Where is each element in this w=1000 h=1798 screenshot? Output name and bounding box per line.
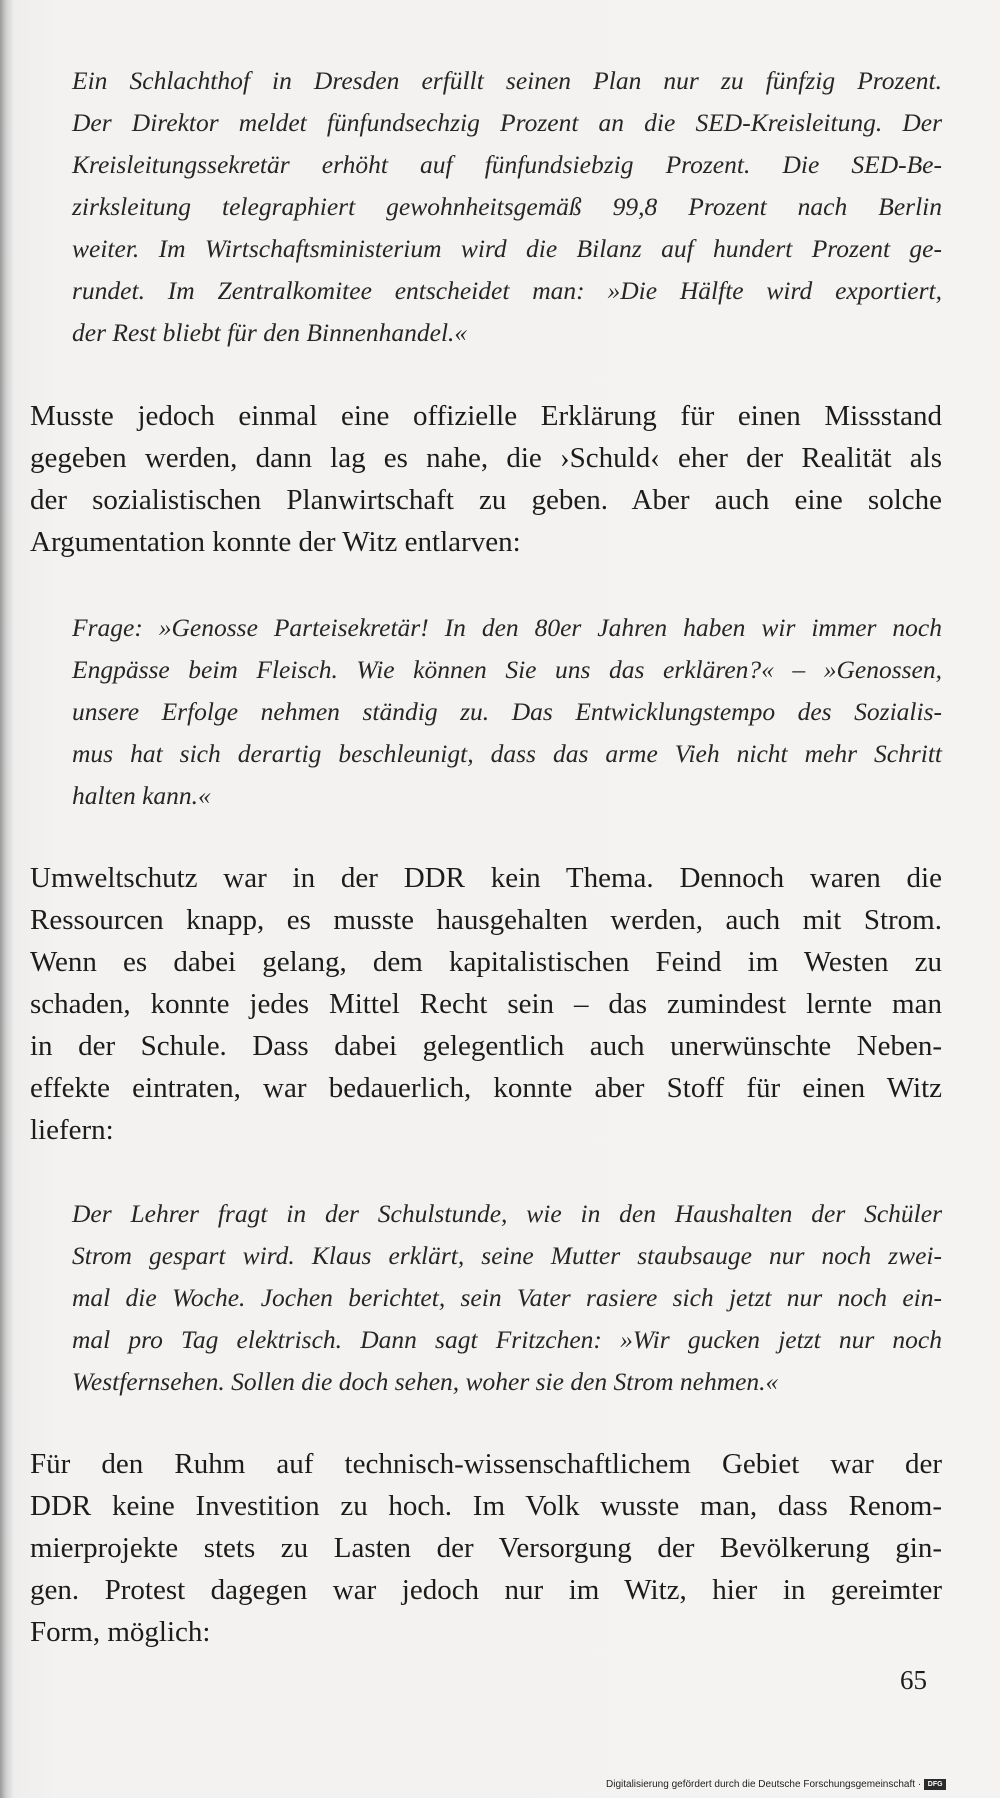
- text-line: Form, möglich:: [30, 1616, 211, 1648]
- text-line: mal pro Tag elektrisch. Dann sagt Fritzchen: »Wir gucken jetzt nur noch: [72, 1325, 942, 1354]
- text-line: der Rest bliebt für den Binnenhandel.«: [72, 318, 468, 347]
- text-line: weiter. Im Wirtschaftsministerium wird die Bilanz auf hundert Prozent ge-: [72, 234, 942, 263]
- text-line: halten kann.«: [72, 781, 211, 810]
- digitization-footer: [606, 1779, 946, 1790]
- text-line: Strom gespart wird. Klaus erklärt, seine Mutter staubsauge nur noch zwei-: [72, 1241, 942, 1270]
- footer-text: Digitalisierung gefördert durch die Deutsche Forschungsgemeinschaft ·: [606, 1779, 922, 1791]
- text-line: zirksleitung telegraphiert gewohnheitsgemäß 99,8 Prozent nach Berlin: [72, 192, 942, 221]
- text-line: Für den Ruhm auf technisch-wissenschaftlichem Gebiet war der: [30, 1448, 942, 1480]
- text-line: Der Lehrer fragt in der Schulstunde, wie in den Haushalten der Schüler: [72, 1199, 942, 1228]
- quote-electricity: [72, 1193, 942, 1403]
- text-line: Argumentation konnte der Witz entlarven:: [30, 526, 521, 558]
- page-number: 65: [900, 1665, 927, 1695]
- quote-slaughterhouse: [72, 60, 942, 354]
- text-line: effekte eintraten, war bedauerlich, konnte aber Stoff für einen Witz: [30, 1072, 942, 1104]
- text-line: unsere Erfolge nehmen ständig zu. Das Entwicklungstempo des Sozialis-: [72, 697, 942, 726]
- text-line: gegeben werden, dann lag es nahe, die ›Schuld‹ eher der Realität als: [30, 442, 942, 474]
- text-line: schaden, konnte jedes Mittel Recht sein – das zumindest lernte man: [30, 988, 942, 1020]
- text-line: mierprojekte stets zu Lasten der Versorgung der Bevölkerung gin-: [30, 1532, 942, 1564]
- text-line: mal die Woche. Jochen berichtet, sein Vater rasiere sich jetzt nur noch ein-: [72, 1283, 942, 1312]
- text-line: Kreisleitungssekretär erhöht auf fünfundsiebzig Prozent. Die SED-Be-: [72, 150, 942, 179]
- text-line: Ein Schlachthof in Dresden erfüllt seinen Plan nur zu fünfzig Prozent.: [72, 66, 942, 95]
- text-line: rundet. Im Zentralkomitee entscheidet man: »Die Hälfte wird exportiert,: [72, 276, 942, 305]
- dfg-logo: DFG: [924, 1779, 946, 1790]
- text-line: Umweltschutz war in der DDR kein Thema. Dennoch waren die: [30, 862, 942, 894]
- text-line: Frage: »Genosse Parteisekretär! In den 80er Jahren haben wir immer noch: [72, 613, 942, 642]
- quote-meat-shortage: [72, 607, 942, 817]
- text-line: Der Direktor meldet fünfundsechzig Prozent an die SED-Kreisleitung. Der: [72, 108, 942, 137]
- text-line: mus hat sich derartig beschleunigt, dass das arme Vieh nicht mehr Schritt: [72, 739, 942, 768]
- text-line: Ressourcen knapp, es musste hausgehalten werden, auch mit Strom.: [30, 904, 942, 936]
- text-line: in der Schule. Dass dabei gelegentlich auch unerwünschte Neben-: [30, 1030, 942, 1062]
- text-line: Musste jedoch einmal eine offizielle Erklärung für einen Missstand: [30, 400, 942, 432]
- text-line: gen. Protest dagegen war jedoch nur im Witz, hier in gereimter: [30, 1574, 942, 1606]
- paragraph-environment: [30, 857, 942, 1151]
- text-line: Wenn es dabei gelang, dem kapitalistischen Feind im Westen zu: [30, 946, 942, 978]
- text-line: liefern:: [30, 1114, 114, 1146]
- paragraph-prestige-projects: [30, 1443, 942, 1653]
- text-line: der sozialistischen Planwirtschaft zu geben. Aber auch eine solche: [30, 484, 942, 516]
- text-line: Engpässe beim Fleisch. Wie können Sie uns das erklären?« – »Genossen,: [72, 655, 942, 684]
- paragraph-explanation: [30, 395, 942, 563]
- text-line: DDR keine Investition zu hoch. Im Volk wusste man, dass Renom-: [30, 1490, 942, 1522]
- text-line: Westfernsehen. Sollen die doch sehen, woher sie den Strom nehmen.«: [72, 1367, 779, 1396]
